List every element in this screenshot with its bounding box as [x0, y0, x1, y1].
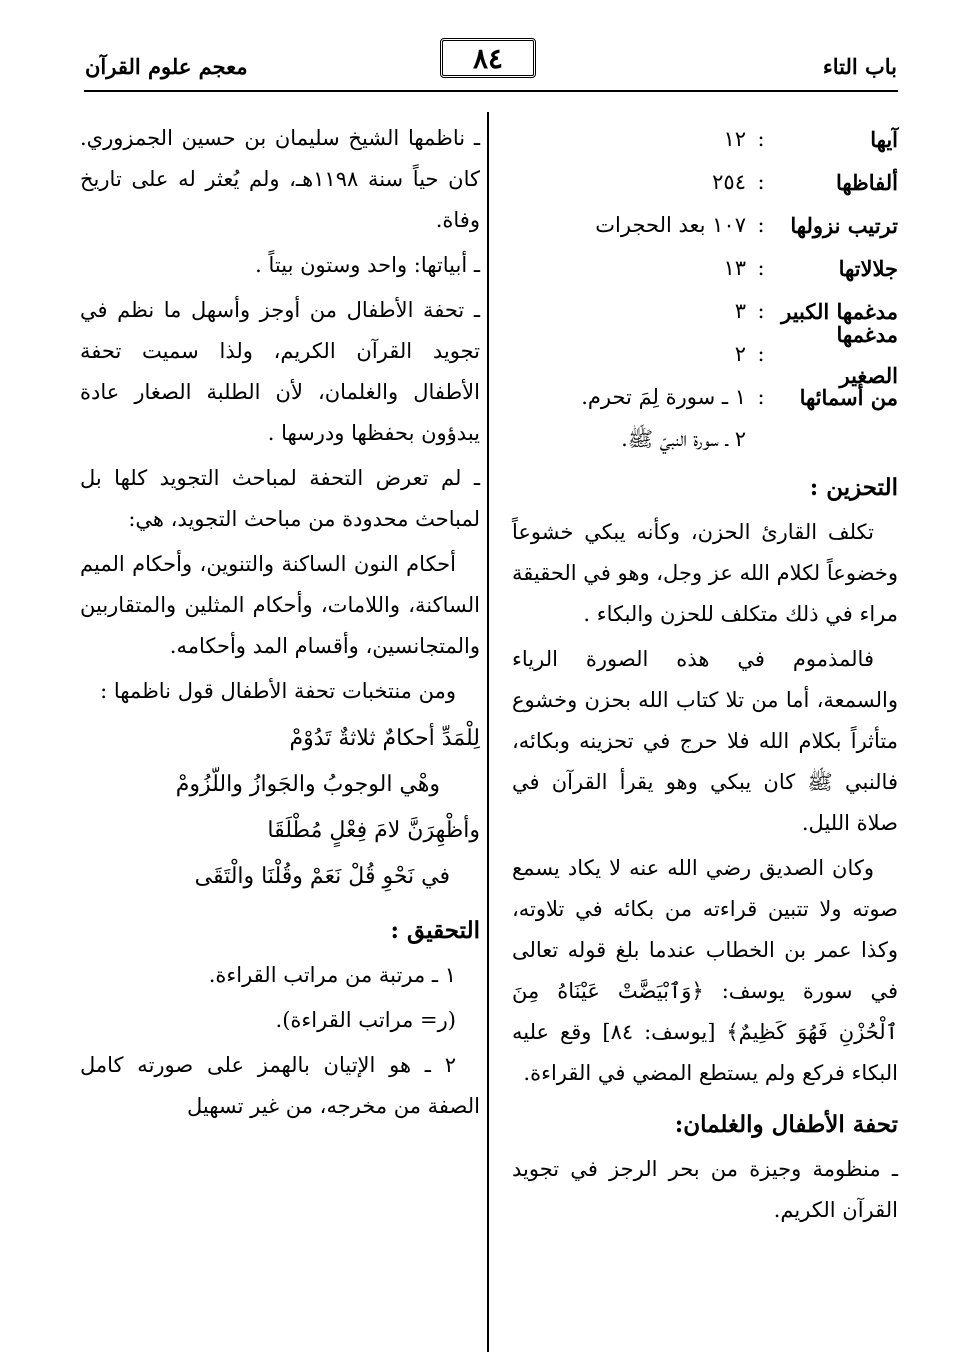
- paragraph: تكلف القارئ الحزن، وكأنه يبكي خشوعاً وخضوعاً لكلام الله عز وجل، وهو في الحقيقة مراء في ذلك متكلف للحزن والبكاء .: [512, 520, 898, 626]
- info-key: جلالاتها: [838, 256, 898, 281]
- column-divider: [487, 112, 489, 1352]
- poem-line: وهْي الوجوبُ والجَوازُ واللّزُومْ: [175, 772, 440, 797]
- paragraph: ومن منتخبات تحفة الأطفال قول ناظمها :: [100, 679, 456, 703]
- paragraph: ـ لم تعرض التحفة لمباحث التجويد كلها بل لمباحث محدودة من مباحث التجويد، هي:: [80, 466, 480, 531]
- info-separator: :: [757, 342, 765, 366]
- book-title: معجم علوم القرآن: [85, 54, 248, 79]
- paragraph: أحكام النون الساكنة والتنوين، وأحكام الميم الساكنة، واللامات، وأحكام المثلين والمتقاربين والمتجانسين، وأقسام المد وأحكامه.: [80, 552, 480, 658]
- poem: [80, 716, 480, 900]
- section-title-tuhfa: تحفة الأطفال والغلمان:: [674, 1111, 898, 1138]
- paragraph: ـ منظومة وجيزة من بحر الرجز في تجويد القرآن الكريم.: [512, 1157, 898, 1222]
- info-value: ٢٥٤: [712, 170, 746, 194]
- paragraph: فالمذموم في هذه الصورة الرياء والسمعة، أما من تلا كتاب الله بحزن وخشوع متأثراً بكلام الله فلا حرج في تحزينه وبكائه، فالنبي ﷺ كان يبكي وهو يقرأ القرآن في صلاة الليل.: [512, 647, 898, 835]
- info-key: مدغمها الكبير: [781, 299, 898, 324]
- page-header: [0, 0, 955, 100]
- paragraph: ـ ناظمها الشيخ سليمان بن حسين الجمزوري. كان حياً سنة ١١٩٨هـ، ولم يُعثر له على تاريخ وفاة.: [80, 126, 480, 232]
- chapter-title: باب التاء: [822, 54, 897, 79]
- info-value: ٣: [734, 299, 746, 323]
- info-value: ١ ـ سورة لِمَ تحرم.: [581, 385, 746, 409]
- info-row: [512, 161, 898, 204]
- info-key: آيها: [870, 127, 898, 152]
- section-title-tahqeeq: التحقيق :: [390, 917, 480, 944]
- info-separator: :: [757, 170, 765, 194]
- left-column: [80, 118, 480, 1131]
- info-row: [512, 204, 898, 247]
- reference: (ر= مراتب القراءة).: [275, 1008, 456, 1032]
- info-separator: :: [757, 256, 765, 280]
- section-title-tahzeen: التحزين :: [809, 474, 898, 501]
- paragraph: وكان الصديق رضي الله عنه لا يكاد يسمع صوته ولا تتبين قراءته من بكائه في تلاوته، وكذا عمر بن الخطاب عندما بلغ قوله تعالى في سورة يوسف: ﴿وَٱبْيَضَّتْ عَيْنَاهُ مِنَ ٱلْحُزْنِ فَهُوَ كَظِيمٌ﴾ [يوسف: ٨٤] وقع عليه البكاء فركع ولم يستطع المضي في القراءة.: [512, 856, 898, 1085]
- info-row: [512, 247, 898, 290]
- info-key: ألفاظها: [835, 170, 898, 195]
- info-value: ٢: [734, 342, 746, 366]
- info-separator: :: [757, 385, 765, 409]
- info-row: [512, 118, 898, 161]
- info-separator: :: [757, 127, 765, 151]
- poem-line: وأظْهِرَنَّ لامَ فِعْلٍ مُطْلَقَا: [267, 818, 480, 843]
- info-key: من أسمائها: [799, 385, 898, 410]
- info-value: ١٣: [723, 256, 746, 280]
- info-key: مدغمها الصغير: [836, 321, 898, 388]
- info-separator: :: [757, 299, 765, 323]
- info-value: ١٢: [723, 127, 746, 151]
- info-separator: :: [757, 213, 765, 237]
- paragraph: ـ أبياتها: واحد وستون بيتاً .: [255, 253, 480, 277]
- info-value-continued: ٢ ـ سورة النبيّ ﷺ.: [621, 427, 746, 451]
- info-key: ترتيب نزولها: [790, 213, 898, 238]
- info-row: [512, 376, 898, 419]
- page-number: ٨٤: [440, 38, 536, 78]
- paragraph: ١ ـ مرتبة من مراتب القراءة.: [208, 963, 456, 987]
- right-column: [512, 118, 898, 1235]
- paragraph: ٢ ـ هو الإتيان بالهمز على صورته كامل الصفة من مخرجه، من غير تسهيل: [80, 1053, 480, 1118]
- info-row: [512, 321, 898, 388]
- info-value: ١٠٧ بعد الحجرات: [595, 213, 746, 237]
- header-rule: [84, 90, 898, 92]
- poem-line: في نَحْوِ قُلْ نَعَمْ وقُلْنَا والْتَقَى: [194, 864, 450, 889]
- poem-line: لِلْمَدِّ أحكامٌ ثلاثةٌ تَدُوْمْ: [289, 726, 480, 751]
- paragraph: ـ تحفة الأطفال من أوجز وأسهل ما نظم في تجويد القرآن الكريم، ولذا سميت تحفة الأطفال والغلمان، لأن الطلبة الصغار عادة يبدؤون بحفظها ودرسها .: [80, 298, 480, 445]
